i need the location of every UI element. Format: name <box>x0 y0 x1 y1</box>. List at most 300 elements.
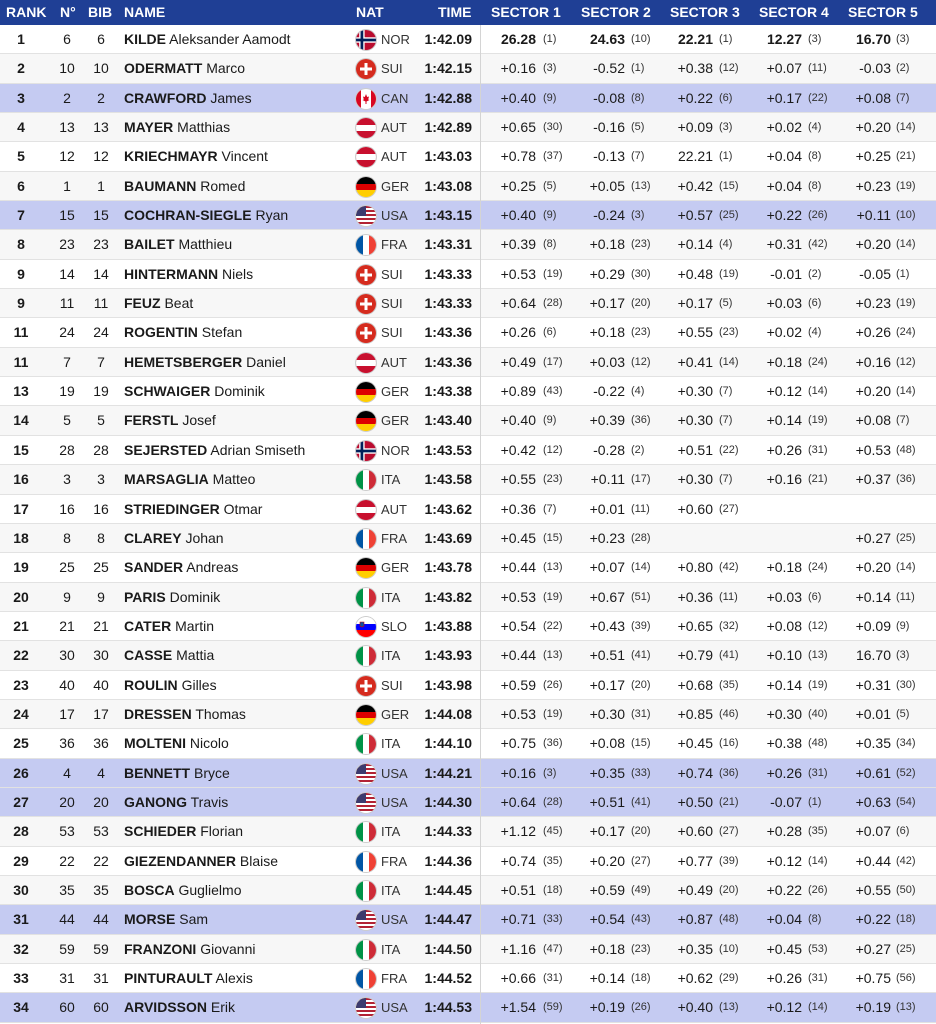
athlete-first-name: Beat <box>164 295 194 312</box>
flag-icon <box>356 676 376 696</box>
sector-5-position: (34) <box>896 737 916 750</box>
time-cell: 1:44.08 <box>424 705 472 722</box>
sector-1-value: +0.51 <box>500 881 536 898</box>
sector-3-position: (19) <box>719 267 739 280</box>
bib-cell: 2 <box>97 89 105 106</box>
start-number-cell: 3 <box>63 471 71 488</box>
table-row[interactable] <box>0 935 936 964</box>
sector-1-value: +0.55 <box>500 471 536 488</box>
sector-1-value: +0.25 <box>500 177 536 194</box>
sector-3-position: (27) <box>719 502 739 515</box>
sector-2-position: (14) <box>631 561 651 574</box>
athlete-name[interactable] <box>124 201 288 230</box>
sector-2-position: (18) <box>631 972 651 984</box>
rank-cell: 13 <box>13 383 29 400</box>
table-row[interactable] <box>0 495 936 524</box>
athlete-name[interactable] <box>124 583 220 612</box>
sector-3-position: (22) <box>719 443 739 456</box>
sector-5-value: +0.23 <box>855 295 891 312</box>
sector-5-value: 16.70 <box>855 31 891 47</box>
nation-code: USA <box>381 765 408 781</box>
sector-4-position: (19) <box>808 678 828 691</box>
flag-icon <box>356 441 376 461</box>
sector-2-value: +0.67 <box>589 588 625 605</box>
athlete-last-name: BENNETT <box>124 764 191 781</box>
rank-cell: 5 <box>17 148 25 165</box>
sector-1-value: +0.66 <box>500 970 536 986</box>
nation-code: ITA <box>381 882 401 898</box>
sector-3-position: (48) <box>719 913 739 926</box>
start-number-cell: 7 <box>63 353 71 370</box>
flag-icon <box>356 617 376 637</box>
sector-1-value: +0.71 <box>500 911 536 928</box>
sector-5-value: +0.22 <box>855 911 891 928</box>
rank-cell: 24 <box>13 705 29 722</box>
nation-code: ITA <box>381 589 401 605</box>
athlete-last-name: BAILET <box>124 236 175 253</box>
sector-1-position: (26) <box>543 678 563 691</box>
sector-3-value: +0.14 <box>677 236 713 253</box>
sector-4-position: (48) <box>808 737 828 750</box>
rank-cell: 16 <box>13 471 29 488</box>
athlete-name[interactable] <box>124 84 252 113</box>
time-cell: 1:42.09 <box>424 31 472 47</box>
start-number-cell: 44 <box>59 911 75 928</box>
athlete-name[interactable] <box>124 700 246 729</box>
sector-1-position: (15) <box>543 531 563 544</box>
table-row[interactable] <box>0 876 936 905</box>
bib-cell: 22 <box>93 852 109 869</box>
sector-3-value: +0.38 <box>677 60 713 77</box>
sector-4-position: (2) <box>808 267 822 280</box>
start-number-cell: 31 <box>59 970 75 986</box>
athlete-name[interactable] <box>124 524 224 553</box>
sector-1-value: +0.54 <box>500 617 536 634</box>
table-row[interactable] <box>0 142 936 171</box>
nation-code: AUT <box>381 120 407 136</box>
sector-2-value: +0.08 <box>589 735 625 752</box>
rank-cell: 6 <box>17 177 25 194</box>
athlete-first-name: Matthias <box>177 119 231 136</box>
sector-1-position: (19) <box>543 707 563 720</box>
sector-3-position: (7) <box>719 414 733 427</box>
sector-3-position: (7) <box>719 473 733 486</box>
table-row[interactable] <box>0 759 936 788</box>
rank-cell: 3 <box>17 89 25 106</box>
sector-4-position: (14) <box>808 854 828 867</box>
athlete-last-name: CASSE <box>124 647 173 664</box>
athlete-last-name: STRIEDINGER <box>124 500 220 517</box>
rank-cell: 21 <box>13 617 29 634</box>
sector-2-position: (1) <box>631 62 645 75</box>
table-row[interactable] <box>0 113 936 142</box>
bib-cell: 31 <box>93 970 109 986</box>
nation-code: NOR <box>381 32 410 47</box>
sector-2-value: +0.14 <box>589 970 625 986</box>
flag-icon <box>356 529 376 549</box>
athlete-name[interactable] <box>124 25 291 54</box>
table-row[interactable] <box>0 993 936 1022</box>
athlete-name[interactable] <box>124 465 255 494</box>
athlete-name[interactable] <box>124 817 243 846</box>
table-body <box>0 25 936 1023</box>
athlete-last-name: FERSTL <box>124 412 179 429</box>
athlete-first-name: Vincent <box>221 148 268 165</box>
header-sector-2[interactable]: SECTOR 2 <box>581 4 651 20</box>
bib-cell: 59 <box>93 940 109 957</box>
table-row[interactable] <box>0 172 936 201</box>
table-row[interactable] <box>0 201 936 230</box>
rank-cell: 25 <box>13 735 29 752</box>
header-bib[interactable]: BIB <box>88 4 113 20</box>
sector-1-value: +0.59 <box>500 676 536 693</box>
header-sector-3[interactable]: SECTOR 3 <box>670 4 740 20</box>
athlete-name[interactable] <box>124 729 229 758</box>
sector-3-value: +0.51 <box>677 441 713 458</box>
table-row[interactable] <box>0 436 936 465</box>
header-sector-4[interactable]: SECTOR 4 <box>759 4 829 20</box>
athlete-first-name: Dominik <box>169 588 221 605</box>
sector-5-position: (6) <box>896 825 910 838</box>
nation-code: NOR <box>381 442 410 458</box>
nation-code: GER <box>381 384 410 400</box>
sector-3-value: +0.60 <box>677 823 713 840</box>
table-row[interactable] <box>0 847 936 876</box>
athlete-last-name: MORSE <box>124 911 176 928</box>
flag-icon <box>356 705 376 725</box>
table-row[interactable] <box>0 230 936 259</box>
sector-5-value: +0.25 <box>855 148 891 165</box>
athlete-name[interactable] <box>124 905 208 934</box>
table-row[interactable] <box>0 553 936 582</box>
sector-2-position: (3) <box>631 209 645 222</box>
start-number-cell: 59 <box>59 940 75 957</box>
athlete-name[interactable] <box>124 935 255 964</box>
athlete-name[interactable] <box>124 964 253 993</box>
nation-code: ITA <box>381 648 401 664</box>
athlete-name[interactable] <box>124 671 217 700</box>
rank-cell: 19 <box>13 559 29 576</box>
sector-5-position: (21) <box>896 150 916 163</box>
sector-5-position: (52) <box>896 766 916 779</box>
sector-3-position: (3) <box>719 121 733 134</box>
flag-icon <box>356 323 376 343</box>
sector-1-position: (31) <box>543 972 563 984</box>
sector-5-value: +0.19 <box>855 999 891 1016</box>
sector-2-position: (36) <box>631 414 651 427</box>
athlete-last-name: SEJERSTED <box>124 441 208 458</box>
athlete-name[interactable] <box>124 142 268 171</box>
bib-cell: 24 <box>93 324 109 341</box>
rank-cell: 2 <box>17 60 25 77</box>
sector-5-value: +0.20 <box>855 383 891 400</box>
table-row[interactable] <box>0 348 936 377</box>
nation-code: SUI <box>381 325 403 341</box>
sector-1-position: (13) <box>543 649 563 662</box>
athlete-name[interactable] <box>124 318 242 347</box>
header-time[interactable]: TIME <box>438 4 472 20</box>
sector-4-value: +0.10 <box>766 647 802 664</box>
athlete-first-name: Giovanni <box>200 940 256 957</box>
bib-cell: 7 <box>97 353 105 370</box>
sector-2-value: +0.03 <box>589 353 625 370</box>
sector-4-position: (35) <box>808 825 828 838</box>
rank-cell: 18 <box>13 529 29 546</box>
sector-4-value: +0.12 <box>766 852 802 869</box>
table-row[interactable] <box>0 84 936 113</box>
sector-5-value: +0.09 <box>855 617 891 634</box>
nation-code: SUI <box>381 296 403 312</box>
athlete-name[interactable] <box>124 847 278 876</box>
sector-1-value: +0.64 <box>500 295 536 312</box>
table-row[interactable] <box>0 406 936 435</box>
time-cell: 1:44.36 <box>424 852 472 869</box>
header-sector-5[interactable]: SECTOR 5 <box>848 4 918 20</box>
athlete-name[interactable] <box>124 759 230 788</box>
athlete-name[interactable] <box>124 993 235 1022</box>
athlete-name[interactable] <box>124 172 245 201</box>
athlete-first-name: Ryan <box>255 207 289 224</box>
athlete-last-name: ARVIDSSON <box>124 999 207 1016</box>
sector-3-position: (27) <box>719 825 739 838</box>
athlete-name[interactable] <box>124 289 193 318</box>
sector-1-position: (33) <box>543 913 563 926</box>
sector-4-value: +0.26 <box>766 764 802 781</box>
flag-icon <box>356 89 376 109</box>
time-cell: 1:43.31 <box>424 236 472 253</box>
sector-5-position: (12) <box>896 355 916 368</box>
sector-4-position: (4) <box>808 121 822 134</box>
sector-2-position: (28) <box>631 531 651 544</box>
header-nat[interactable]: NAT <box>356 4 384 20</box>
sector-3-position: (20) <box>719 883 739 896</box>
sector-3-position: (23) <box>719 326 739 339</box>
sector-1-position: (6) <box>543 326 557 339</box>
time-cell: 1:43.03 <box>424 148 472 165</box>
sector-1-position: (9) <box>543 91 557 104</box>
flag-icon <box>356 353 376 373</box>
athlete-last-name: MARSAGLIA <box>124 471 209 488</box>
header-no[interactable]: N° <box>60 4 76 20</box>
sector-2-position: (15) <box>631 737 651 750</box>
sector-3-position: (14) <box>719 355 739 368</box>
athlete-last-name: PINTURAULT <box>124 970 213 986</box>
sector-1-position: (8) <box>543 238 557 251</box>
athlete-first-name: Travis <box>190 793 229 810</box>
table-row[interactable] <box>0 671 936 700</box>
time-cell: 1:43.38 <box>424 383 472 400</box>
rank-cell: 8 <box>17 236 25 253</box>
athlete-last-name: HEMETSBERGER <box>124 353 243 370</box>
sector-1-position: (9) <box>543 414 557 427</box>
sector-5-value: +0.27 <box>855 940 891 957</box>
sector-2-value: -0.22 <box>593 383 625 400</box>
table-row[interactable] <box>0 54 936 83</box>
rank-cell: 9 <box>17 295 25 312</box>
athlete-name[interactable] <box>124 788 228 817</box>
sector-1-value: +0.40 <box>500 412 536 429</box>
start-number-cell: 9 <box>63 588 71 605</box>
sector-3-value: +0.62 <box>677 970 713 986</box>
sector-1-value: +0.53 <box>500 265 536 282</box>
athlete-name[interactable] <box>124 436 305 465</box>
sector-1-value: +0.36 <box>500 500 536 517</box>
header-name[interactable]: NAME <box>124 4 166 20</box>
sector-2-value: +0.18 <box>589 324 625 341</box>
start-number-cell: 14 <box>59 265 75 282</box>
athlete-last-name: SCHWAIGER <box>124 383 211 400</box>
athlete-name[interactable] <box>124 612 214 641</box>
sector-3-position: (12) <box>719 62 739 75</box>
time-cell: 1:43.62 <box>424 500 472 517</box>
bib-cell: 14 <box>93 265 109 282</box>
sector-4-value: +0.16 <box>766 471 802 488</box>
athlete-last-name: CLAREY <box>124 529 182 546</box>
time-cell: 1:44.47 <box>424 911 472 928</box>
athlete-name[interactable] <box>124 876 241 905</box>
table-row[interactable] <box>0 964 936 993</box>
nation-code: ITA <box>381 824 401 840</box>
sector-2-value: +0.51 <box>589 793 625 810</box>
sector-3-value: +0.79 <box>677 647 713 664</box>
time-cell: 1:43.33 <box>424 295 472 312</box>
table-row[interactable] <box>0 641 936 670</box>
sector-1-position: (37) <box>543 150 563 163</box>
flag-icon <box>356 265 376 285</box>
sector-4-position: (26) <box>808 883 828 896</box>
athlete-last-name: SANDER <box>124 559 184 576</box>
table-row[interactable] <box>0 260 936 289</box>
table-row[interactable] <box>0 729 936 758</box>
table-row[interactable] <box>0 465 936 494</box>
sector-3-position: (42) <box>719 561 739 574</box>
athlete-first-name: Nicolo <box>189 735 229 752</box>
athlete-name[interactable] <box>124 553 238 582</box>
sector-5-value: +0.37 <box>855 471 891 488</box>
athlete-name[interactable] <box>124 495 262 524</box>
athlete-name[interactable] <box>124 230 232 259</box>
sector-2-position: (51) <box>631 590 651 603</box>
athlete-name[interactable] <box>124 377 265 406</box>
bib-cell: 13 <box>93 119 109 136</box>
athlete-name[interactable] <box>124 348 286 377</box>
athlete-last-name: CATER <box>124 617 172 634</box>
athlete-name[interactable] <box>124 113 230 142</box>
flag-icon <box>356 118 376 138</box>
time-cell: 1:43.08 <box>424 177 472 194</box>
athlete-first-name: Gilles <box>181 676 217 693</box>
sector-1-position: (59) <box>543 1001 563 1014</box>
athlete-first-name: James <box>210 89 252 106</box>
sector-1-value: +0.89 <box>500 383 536 400</box>
athlete-name[interactable] <box>124 260 253 289</box>
athlete-name[interactable] <box>124 406 216 435</box>
rank-cell: 34 <box>13 999 29 1016</box>
athlete-name[interactable] <box>124 54 245 83</box>
rank-cell: 28 <box>13 823 29 840</box>
start-number-cell: 6 <box>63 31 71 47</box>
flag-icon <box>356 764 376 784</box>
sector-1-position: (35) <box>543 854 563 867</box>
time-cell: 1:44.52 <box>424 970 472 986</box>
sector-3-value: +0.74 <box>677 764 713 781</box>
sector-5-position: (14) <box>896 385 916 398</box>
sector-2-value: +0.07 <box>589 559 625 576</box>
sector-3-position: (21) <box>719 795 739 808</box>
table-row[interactable] <box>0 289 936 318</box>
table-row[interactable] <box>0 25 936 54</box>
header-rank[interactable]: RANK <box>6 4 47 20</box>
sector-3-value: +0.85 <box>677 705 713 722</box>
table-row[interactable] <box>0 612 936 641</box>
table-row[interactable] <box>0 700 936 729</box>
athlete-first-name: Martin <box>175 617 214 634</box>
table-row[interactable] <box>0 524 936 553</box>
bib-cell: 60 <box>93 999 109 1016</box>
athlete-last-name: FRANZONI <box>124 940 197 957</box>
sector-4-value: +0.12 <box>766 999 802 1016</box>
sector-5-position: (14) <box>896 121 916 134</box>
sector-1-value: +0.53 <box>500 588 536 605</box>
time-cell: 1:44.53 <box>424 999 472 1016</box>
sector-5-position: (3) <box>896 33 910 45</box>
sector-3-position: (36) <box>719 766 739 779</box>
sector-3-position: (32) <box>719 619 739 632</box>
sector-4-value: +0.08 <box>766 617 802 634</box>
sector-5-value: +0.07 <box>855 823 891 840</box>
sector-5-position: (54) <box>896 795 916 808</box>
sector-1-value: +0.49 <box>500 353 536 370</box>
table-row[interactable] <box>0 583 936 612</box>
sector-3-position: (4) <box>719 238 733 251</box>
start-number-cell: 10 <box>59 60 75 77</box>
sector-1-position: (19) <box>543 590 563 603</box>
sector-2-value: +0.29 <box>589 265 625 282</box>
sector-3-value: +0.80 <box>677 559 713 576</box>
sector-4-position: (40) <box>808 707 828 720</box>
athlete-first-name: Johan <box>185 529 224 546</box>
athlete-name[interactable] <box>124 641 214 670</box>
table-row[interactable] <box>0 905 936 934</box>
table-row[interactable] <box>0 377 936 406</box>
rank-cell: 30 <box>13 881 29 898</box>
sector-2-value: -0.52 <box>593 60 625 77</box>
sector-2-position: (11) <box>631 502 650 515</box>
athlete-last-name: GANONG <box>124 793 187 810</box>
rank-cell: 27 <box>13 793 29 810</box>
sector-4-value: +0.04 <box>766 911 802 928</box>
table-row[interactable] <box>0 318 936 347</box>
bib-cell: 3 <box>97 471 105 488</box>
flag-icon <box>356 59 376 79</box>
flag-icon <box>356 206 376 226</box>
flag-icon <box>356 235 376 255</box>
header-sector-1[interactable]: SECTOR 1 <box>491 4 561 20</box>
athlete-last-name: KILDE <box>124 31 166 47</box>
sector-4-position: (4) <box>808 326 822 339</box>
time-cell: 1:44.10 <box>424 735 472 752</box>
table-row[interactable] <box>0 817 936 846</box>
table-row[interactable] <box>0 788 936 817</box>
sector-5-position: (36) <box>896 473 916 486</box>
bib-cell: 5 <box>97 412 105 429</box>
sector-3-value: +0.30 <box>677 471 713 488</box>
time-cell: 1:43.53 <box>424 441 472 458</box>
sector-1-position: (3) <box>543 62 557 75</box>
sector-1-value: +1.54 <box>500 999 536 1016</box>
sector-2-value: -0.28 <box>593 441 625 458</box>
nation-code: SUI <box>381 61 403 77</box>
